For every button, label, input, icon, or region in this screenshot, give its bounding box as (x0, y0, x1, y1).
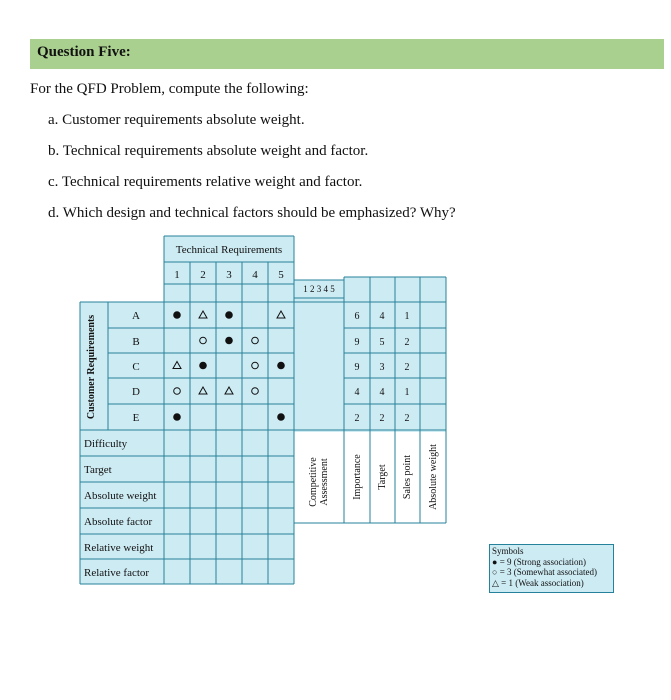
bottom-row-label: Difficulty (84, 438, 128, 450)
strong-symbol-icon: ● (492, 556, 498, 567)
competitive-label-line2: Assessment (319, 458, 330, 506)
symbols-legend (489, 544, 614, 593)
target-value: 4 (379, 387, 385, 398)
right-column-label: Target (377, 464, 388, 490)
customer-row-D: D (132, 386, 140, 398)
right-column-label: Absolute weight (428, 444, 439, 510)
bottom-row-label: Absolute weight (84, 490, 157, 502)
tech-number-3: 3 (226, 269, 232, 281)
customer-requirements-label: Customer Requirements (86, 314, 97, 420)
legend-moderate: = 3 (Somewhat associated) (499, 567, 597, 577)
target-value: 4 (379, 311, 385, 322)
tech-requirements-header: Technical Requirements (175, 244, 283, 256)
tech-number-2: 2 (200, 269, 206, 281)
question-title: Question Five: (37, 44, 131, 60)
competitive-label-line1: Competitive (308, 457, 319, 507)
sales-point-value: 2 (404, 362, 410, 373)
sales-point-value: 2 (404, 337, 410, 348)
customer-row-E: E (132, 412, 140, 424)
question-intro: For the QFD Problem, compute the following: (30, 81, 309, 97)
strong-icon (199, 362, 207, 370)
importance-value: 9 (354, 337, 360, 348)
tech-requirements-bg (164, 236, 294, 584)
bottom-row-label: Relative factor (84, 567, 150, 579)
target-value: 5 (379, 337, 385, 348)
right-column-label: Sales point (402, 454, 413, 500)
right-column-label: Importance (352, 454, 363, 500)
sales-point-value: 1 (404, 311, 410, 322)
legend-title: Symbols (492, 546, 524, 556)
weak-symbol-icon: △ (492, 577, 499, 588)
sales-point-value: 1 (404, 387, 410, 398)
legend-strong: = 9 (Strong association) (499, 556, 587, 567)
customer-row-A: A (132, 310, 140, 322)
importance-value: 2 (354, 413, 360, 424)
importance-value: 4 (354, 387, 360, 398)
importance-value: 9 (354, 362, 360, 373)
customer-row-C: C (132, 361, 140, 373)
legend-weak: = 1 (Weak association) (501, 577, 584, 588)
bottom-row-label: Target (84, 464, 112, 476)
strong-icon (277, 413, 285, 421)
tech-number-1: 1 (174, 269, 180, 281)
strong-icon (225, 311, 233, 319)
strong-icon (225, 337, 233, 345)
strong-icon (277, 362, 285, 370)
bottom-row-label: Relative weight (84, 542, 154, 554)
assessment-bg (294, 280, 344, 432)
importance-value: 6 (354, 311, 360, 322)
tech-number-5: 5 (278, 269, 284, 281)
strong-icon (173, 413, 181, 421)
strong-icon (173, 311, 181, 319)
sales-point-value: 2 (404, 413, 410, 424)
customer-row-B: B (132, 336, 140, 348)
question-item-a: a. Customer requirements absolute weight. (48, 112, 305, 128)
tech-number-4: 4 (252, 269, 258, 281)
target-value: 3 (379, 362, 385, 373)
bottom-row-label: Absolute factor (84, 516, 153, 528)
target-value: 2 (379, 413, 385, 424)
assessment-scale: 1 2 3 4 5 (303, 284, 335, 294)
question-item-b: b. Technical requirements absolute weight and factor. (48, 143, 369, 159)
question-item-c: c. Technical requirements relative weight and factor. (48, 174, 363, 190)
moderate-symbol-icon: ○ (492, 567, 498, 577)
question-item-d: d. Which design and technical factors should be emphasized? Why? (48, 205, 456, 221)
